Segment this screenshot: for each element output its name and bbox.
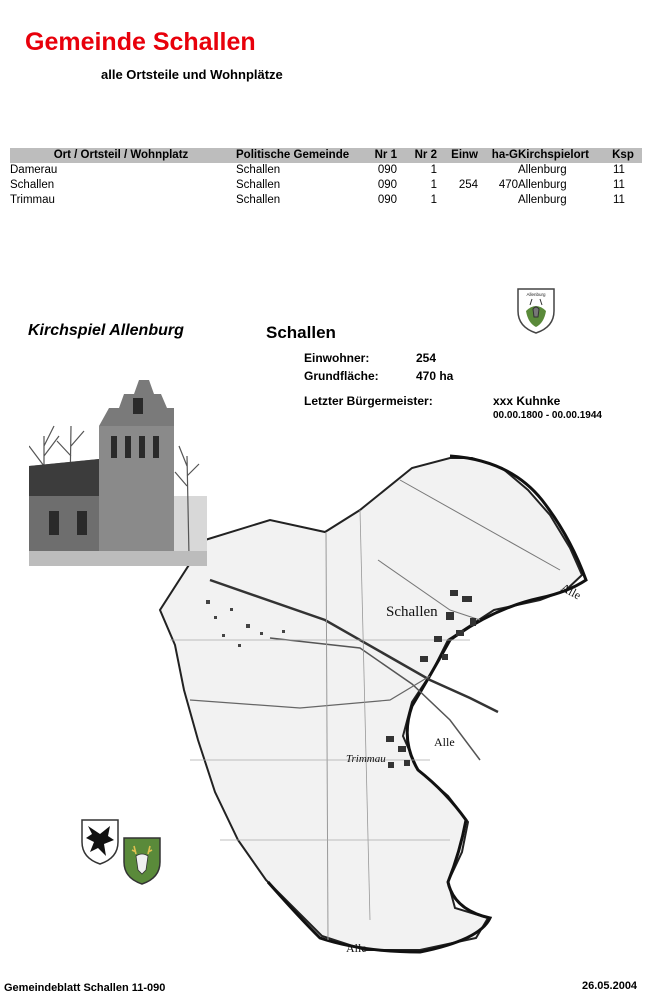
deer-crest-icon [122,836,162,886]
allenburg-crest-icon [516,287,556,335]
footer-date: 26.05.2004 [582,980,638,992]
col-header-kirchspielort: Kirchspielort [518,149,589,161]
table-header [10,148,642,163]
places-table [10,148,642,208]
col-header-ort: Ort / Ortsteil / Wohnplatz [53,149,189,161]
cell-nr1: 090 [377,179,397,191]
eagle-crest-icon [80,818,120,866]
table-row [10,163,642,178]
cell-gemeinde: Schallen [236,164,281,176]
col-header-einw: Einw [451,149,478,161]
cell-ort: Trimmau [10,194,55,206]
cell-nr2: 1 [430,194,437,206]
col-header-ksp: Ksp [612,149,634,161]
cell-ksp: 11 [613,164,625,176]
cell-kirchspielort: Allenburg [518,164,567,176]
area-value: 470 ha [416,369,454,383]
table-row [10,193,642,208]
col-header-nr2: Nr 2 [414,149,437,161]
cell-gemeinde: Schallen [236,179,281,191]
church-title: Kirchspiel Allenburg [28,322,184,339]
cell-nr1: 090 [377,164,397,176]
municipality-name: Schallen [266,323,336,342]
church-photo [29,346,207,566]
cell-nr2: 1 [430,164,437,176]
page-title: Gemeinde Schallen [25,28,256,56]
map-label-trimmau: Trimmau [346,753,386,765]
col-header-ha: ha-G [491,149,518,161]
map-label-alle: Alle [346,941,367,955]
table-row [10,178,642,193]
cell-ksp: 11 [613,194,625,206]
footer-sheet-id: Gemeindeblatt Schallen 11-090 [4,982,166,994]
population-label: Einwohner: [304,351,370,365]
cell-nr2: 1 [430,179,437,191]
cell-gemeinde: Schallen [236,194,281,206]
cell-kirchspielort: Allenburg [518,194,567,206]
map-label-schallen: Schallen [386,604,438,620]
cell-ort: Damerau [10,164,58,176]
population-value: 254 [416,351,437,365]
mayor-dates: 00.00.1800 - 00.00.1944 [493,410,602,421]
cell-kirchspielort: Allenburg [518,179,567,191]
cell-nr1: 090 [377,194,397,206]
municipality-map [150,440,650,980]
cell-ksp: 11 [613,179,625,191]
crest-label: Allenburg [526,292,546,297]
col-header-nr1: Nr 1 [374,149,397,161]
mayor-label: Letzter Bürgermeister: [304,394,433,408]
cell-einw: 254 [458,179,478,191]
area-label: Grundfläche: [304,369,379,383]
page-subtitle: alle Ortsteile und Wohnplätze [101,67,283,82]
mayor-value: xxx Kuhnke [493,394,561,408]
cell-ort: Schallen [10,179,55,191]
col-header-gemeinde: Politische Gemeinde [236,149,350,161]
map-label-alle: Alle [434,735,455,749]
map-boundary [160,458,582,950]
map-label-alle: Alle [558,580,584,603]
cell-ha: 470 [498,179,518,191]
